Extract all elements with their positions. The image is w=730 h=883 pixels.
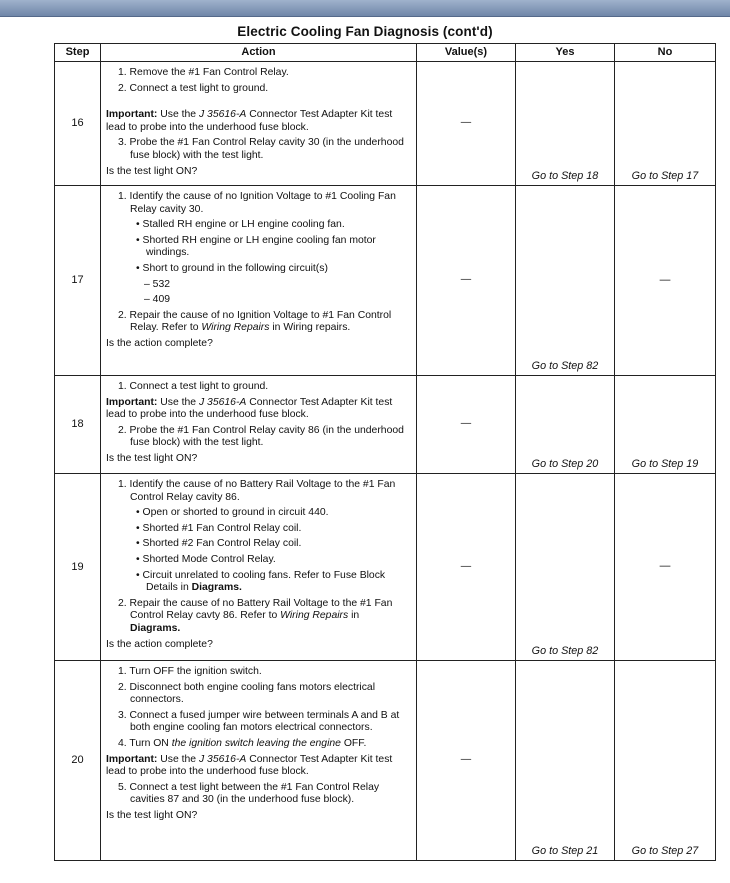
note-text: Use the: [160, 109, 199, 121]
table-row-step-16: [55, 62, 716, 186]
action-item: 5. Connect a test light between the #1 Fan Control Relay cavities 87 and 30 (in the underhood fuse block).: [118, 781, 380, 806]
action-item: 1. Remove the #1 Fan Control Relay.: [118, 67, 289, 78]
value-cell: —: [417, 376, 516, 474]
important-label: Important:: [106, 753, 158, 765]
tool-number: J 35616-A: [198, 753, 247, 765]
value-cell: —: [417, 661, 516, 861]
window-top-bar: [0, 0, 730, 17]
bullet-item: • Stalled RH engine or LH engine cooling fan.: [136, 219, 345, 231]
yes-link[interactable]: Go to Step 82: [516, 186, 615, 376]
step-number: 17: [55, 186, 101, 376]
step-number: 20: [55, 661, 101, 861]
table-row-step-19: [55, 474, 716, 661]
question: Is the action complete?: [106, 638, 213, 650]
value-cell: —: [417, 474, 516, 661]
table-header-row: [55, 44, 716, 62]
action-item: 2. Probe the #1 Fan Control Relay cavity 86 (in the underhood fuse block) with the test light.: [118, 424, 404, 449]
bullet-item: • Open or shorted to ground in circuit 440.: [136, 507, 329, 519]
page-title: Electric Cooling Fan Diagnosis (cont'd): [237, 24, 493, 39]
note-text: Connector Test Adapter Kit test lead to probe into the underhood fuse block.: [106, 753, 393, 778]
action-item: 2. Repair the cause of no Ignition Voltage to #1 Fan Control Relay. Refer to Wiring Repairs in Wiring repairs.: [118, 309, 392, 334]
action-item: 1. Identify the cause of no Battery Rail Voltage to the #1 Fan Control Relay cavity 86.: [118, 479, 396, 503]
action-item: 1. Turn OFF the ignition switch.: [118, 666, 262, 677]
action-item: 1. Connect a test light to ground.: [118, 381, 269, 392]
yes-link[interactable]: Go to Step 20: [516, 376, 615, 474]
action-item: 4. Turn ON the ignition switch leaving the engine OFF.: [118, 737, 367, 749]
tool-number: J 35616-A: [198, 109, 247, 121]
bullet-item: • Shorted Mode Control Relay.: [136, 553, 276, 565]
note-text: Connector Test Adapter Kit test lead to probe into the underhood fuse block.: [106, 396, 393, 421]
yes-link[interactable]: Go to Step 21: [516, 661, 615, 861]
no-link[interactable]: Go to Step 19: [615, 376, 716, 474]
action-item: 2. Connect a test light to ground.: [118, 82, 269, 94]
action-item: 1. Identify the cause of no Ignition Voltage to #1 Cooling Fan Relay cavity 30.: [118, 191, 396, 215]
step-number: 16: [55, 62, 101, 186]
header-action: Action: [101, 44, 417, 62]
diagnosis-table: [54, 43, 716, 861]
table-row-step-17: [55, 186, 716, 376]
bullet-item: • Circuit unrelated to cooling fans. Refer to Fuse Block Details in Diagrams.: [136, 569, 386, 594]
action-item: 2. Repair the cause of no Battery Rail Voltage to the #1 Fan Control Relay cavty 86. Refer to Wiring Repairs in Diagrams.: [118, 597, 393, 634]
table-row-step-18: [55, 376, 716, 474]
note-text: Use the: [160, 753, 199, 765]
question: Is the action complete?: [106, 337, 213, 349]
action-cell: [101, 376, 417, 474]
note-text: Use the: [160, 396, 199, 408]
header-no: No: [615, 44, 716, 62]
bullet-item: • Shorted #1 Fan Control Relay coil.: [136, 522, 302, 534]
value-cell: —: [417, 62, 516, 186]
question: Is the test light ON?: [106, 165, 198, 177]
step-number: 19: [55, 474, 101, 661]
yes-link[interactable]: Go to Step 18: [516, 62, 615, 186]
table-row-step-20: [55, 661, 716, 861]
important-note: [106, 397, 412, 422]
bullet-item: • Shorted #2 Fan Control Relay coil.: [136, 538, 302, 550]
wiring-repairs-ref: Wiring Repairs: [280, 610, 349, 622]
question: Is the test light ON?: [106, 809, 198, 821]
action-cell: [101, 474, 417, 661]
diagrams-ref: Diagrams.: [130, 622, 181, 634]
value-cell: —: [417, 186, 516, 376]
bullet-item: • Short to ground in the following circuit(s): [136, 262, 328, 274]
note-text: Connector Test Adapter Kit test lead to probe into the underhood fuse block.: [106, 109, 393, 133]
action-item: 3. Connect a fused jumper wire between terminals A and B at both engine cooling fan motors electrical connectors.: [118, 709, 400, 734]
action-item: 3. Probe the #1 Fan Control Relay cavity 30 (in the underhood fuse block) with the test light.: [118, 137, 404, 161]
action-cell: [101, 62, 417, 186]
important-note: [106, 109, 412, 134]
circuit-item: – 532: [144, 278, 171, 290]
no-link[interactable]: Go to Step 17: [615, 62, 716, 186]
wiring-repairs-ref: Wiring Repairs: [201, 322, 270, 334]
question: Is the test light ON?: [106, 452, 198, 464]
action-cell: [101, 186, 417, 376]
bullet-item: • Shorted RH engine or LH engine cooling fan motor windings.: [136, 234, 376, 259]
important-label: Important:: [106, 396, 158, 408]
action-cell: [101, 661, 417, 861]
no-link[interactable]: Go to Step 27: [615, 661, 716, 861]
action-item: 2. Disconnect both engine cooling fans motors electrical connectors.: [118, 681, 376, 706]
yes-link[interactable]: Go to Step 82: [516, 474, 615, 661]
circuit-item: – 409: [144, 294, 171, 306]
no-cell: —: [615, 474, 716, 661]
header-step: Step: [55, 44, 101, 62]
tool-number: J 35616-A: [198, 396, 247, 408]
no-cell: —: [615, 186, 716, 376]
header-yes: Yes: [516, 44, 615, 62]
important-label: Important:: [106, 109, 158, 121]
header-values: Value(s): [417, 44, 516, 62]
step-number: 18: [55, 376, 101, 474]
diagrams-ref: Diagrams.: [191, 582, 242, 594]
important-note: [106, 754, 412, 779]
